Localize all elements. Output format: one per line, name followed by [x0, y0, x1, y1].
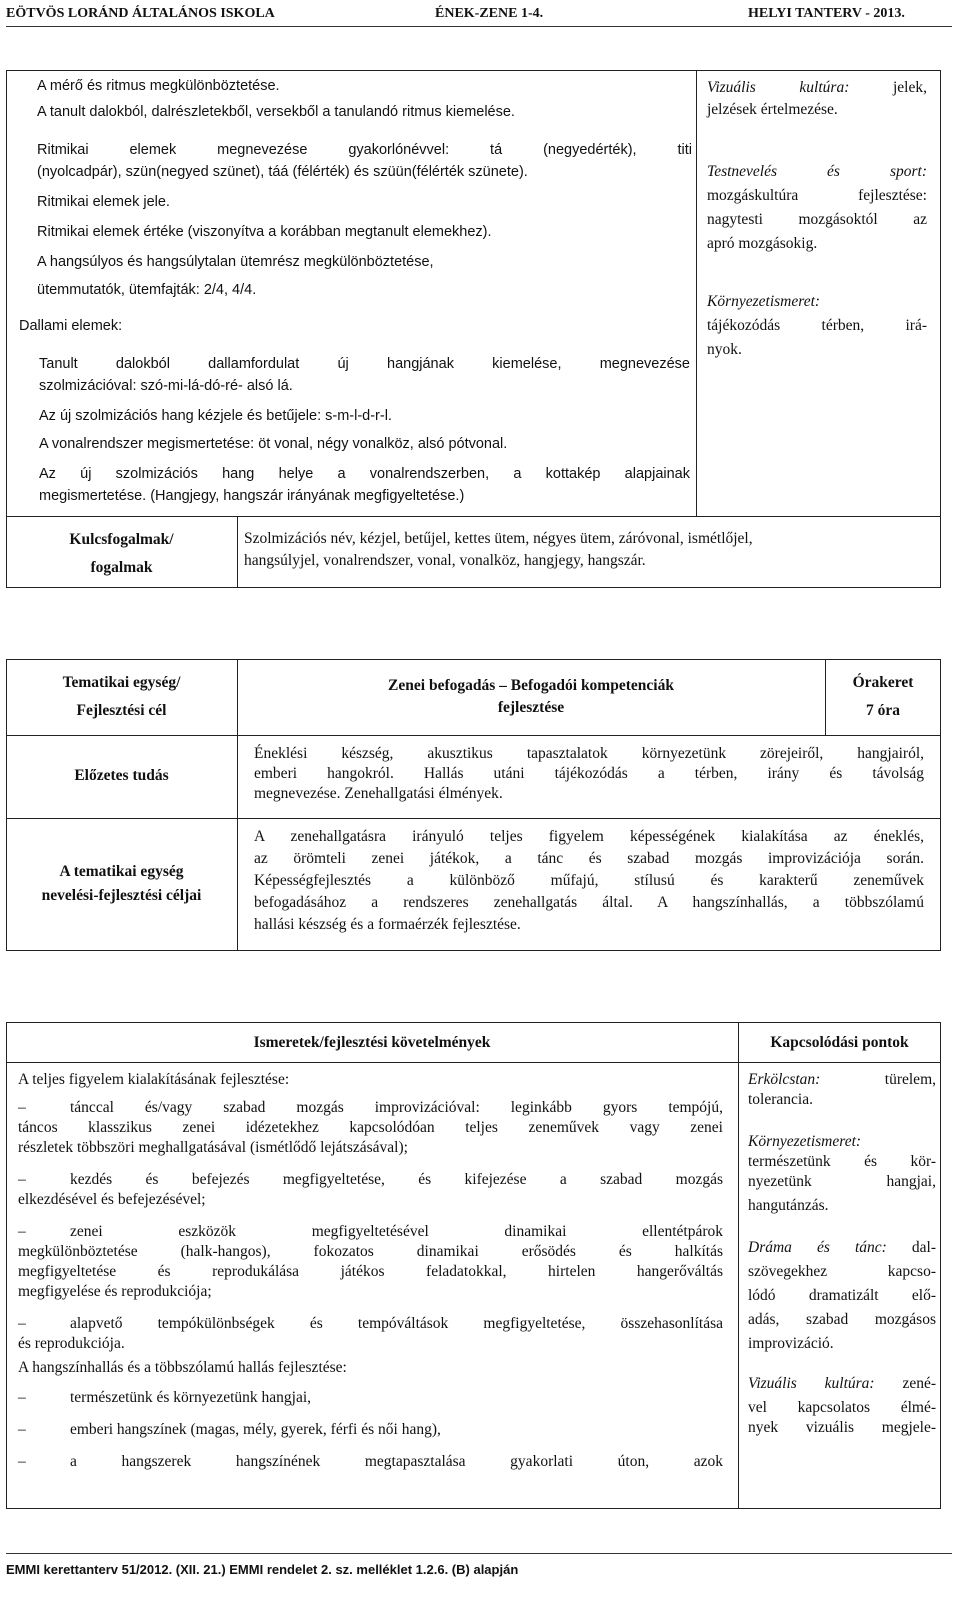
hours-box — [825, 673, 941, 721]
text-line: Ritmikai elemek jele. — [37, 194, 170, 210]
text-line: Ritmikai elemek értéke (viszonyítva a korábban megtanult elemekhez). — [37, 224, 492, 240]
hours-label: Órakeret — [852, 674, 914, 691]
text-line: megismertetése. (Hangjegy, hangszár irányának megfigyeltetése.) — [39, 488, 465, 504]
text-line: A mérő és ritmus megkülönböztetése. — [37, 78, 280, 94]
text-line: (nyolcadpár), szün(negyed szünet), táá (félérték) és szüün(félérték szünete). — [37, 164, 528, 180]
melodic-heading: Dallami elemek: — [19, 318, 123, 334]
text-line: Tanult dalokból dallamfordulat új hangjának kiemelése, megnevezése — [39, 356, 690, 372]
requirements-connections: Erkölcstan: türelem, tolerancia. Környezetismeret: természetünk és kör- nyezetünk hangjai, hangutánzás. Dráma és tánc: dal- szövegekhez kapcso- lódó dramatizált elő- adás, szabad mozgásos improvizáció. Vizuális kultúra: zené- vel kapcsolatos élmé- nyek vizuális megjele- — [748, 1071, 937, 1436]
list-item: – emberi hangszínek (magas, mély, gyerek, férfi és női hang), — [18, 1421, 441, 1438]
text-line: Ritmikai elemek megnevezése gyakorlónévvel: tá (negyedérték), titi — [37, 142, 692, 158]
list-item: – természetünk és környezetünk hangjai, — [18, 1389, 312, 1406]
school-name: EÖTVÖS LORÁND ÁLTALÁNOS ISKOLA — [6, 6, 275, 21]
key-concepts-label: Kulcsfogalmak/ fogalmak — [69, 531, 174, 576]
unit-label: Tematikai egység/ Fejlesztési cél — [62, 674, 181, 719]
header-divider — [6, 26, 952, 27]
text-line: A hangsúlyos és hangsúlytalan ütemrész megkülönböztetése, — [37, 254, 434, 270]
footer-divider — [6, 1553, 952, 1554]
connection-label: Környezetismeret: — [707, 293, 821, 310]
list-item: – zenei eszközök megfigyeltetésével dinamikai ellentétpárok — [18, 1223, 723, 1240]
connection-label: Vizuális kultúra: — [707, 79, 850, 96]
list-item: – alapvető tempókülönbségek és tempóváltások megfigyeltetése, összehasonlítása — [18, 1315, 723, 1332]
text-line: A tanult dalokból, dalrészletekből, versekből a tanulandó ritmus kiemelése. — [37, 104, 515, 120]
text-line: ütemmutatók, ütemfajták: 2/4, 4/4. — [37, 282, 257, 298]
requirements-content: A teljes figyelem kialakításának fejlesztése: – tánccal és/vagy szabad mozgás improvizációval: leginkább gyors tempójú, táncos klasszikus zenei idézetekhez kapcsolódóan teljes zeneművek vagy zenei részletek többszöri meghallgatásával (ismétlődő lejátszásával); – kezdés és befejezés megfigyeltetése, és kifejezése a szabad mozgás elkezdésével és befejezésével; – zenei eszközök megfigyeltetésével dinamikai ellentétpárok megkülönböztetése (halk-hangos), fokozatos dinamikai erősödés és halkítás megfigyeltetése és reprodukálása játékos feladatokkal, hirtelen hangerőváltás megfigyelése és reprodukciója; – alapvető tempókülönbségek és tempóváltások megfigyeltetése, összehasonlítása és reprodukciója. A hangszínhallás és a többszólamú hallás fejlesztése: – természetünk és környezetünk hangjai, – emberi hangszínek (magas, mély, gyerek, férfi és női hang), – a hangszerek hangszínének megtapasztalása gyakorlati úton, azok — [18, 1071, 723, 1470]
connections-heading: Kapcsolódási pontok — [770, 1034, 909, 1051]
prior-knowledge-label: Előzetes tudás — [74, 767, 169, 784]
connection-label: Vizuális kultúra: — [748, 1375, 875, 1392]
goals-label: A tematikai egység nevelési-fejlesztési céljai — [41, 863, 202, 904]
text-line: A vonalrendszer megismertetése: öt vonal, négy vonalköz, alsó pótvonal. — [39, 436, 508, 452]
plan-name: HELYI TANTERV - 2013. — [748, 6, 905, 21]
goals-text: A zenehallgatásra irányuló teljes figyelem képességének kialakítása az éneklés, az örömteli zenei játékok, a tánc és szabad mozgás improvizációja során. Képességfejlesztés a különböző műfajú, stílusú és karakterű zeneművek befogadásához a rendszeres zenehallgatás által. A hangszínhallás, a többszólamú hallási készség és a formaérzék fejlesztése. — [254, 828, 924, 933]
text-line: szolmizációval: szó-mi-lá-dó-ré- alsó lá. — [39, 378, 293, 394]
requirements-heading: Ismeretek/fejlesztési követelmények — [253, 1034, 491, 1051]
list-item: – kezdés és befejezés megfigyeltetése, és kifejezése a szabad mozgás — [18, 1171, 723, 1188]
connection-label: Dráma és tánc: — [748, 1239, 887, 1256]
connection-label: Testnevelés és sport: — [707, 163, 927, 180]
unit-title: Zenei befogadás – Befogadói kompetenciák fejlesztése — [388, 677, 674, 716]
connection-label: Erkölcstan: — [748, 1071, 821, 1088]
connection-label: Környezetismeret: — [748, 1133, 862, 1150]
text-line: Az új szolmizációs hang kézjele és betűjele: s-m-l-d-r-l. — [39, 408, 392, 424]
prior-knowledge-text: Éneklési készség, akusztikus tapasztalatok környezetünk zörejeiről, hangjairól, emberi hangokról. Hallás utáni tájékozódás a térben, irány és távolság megnevezése. Zenehallgatási élmények. — [254, 745, 924, 802]
hours-value: 7 óra — [865, 702, 900, 719]
key-concepts-text: Szolmizációs név, kézjel, betűjel, kettes ütem, négyes ütem, záróvonal, ismétlőjel, hangsúlyjel, vonalrendszer, vonal, vonalköz, hangjegy, hangszár. — [244, 530, 753, 569]
page-footer: EMMI kerettanterv 51/2012. (XII. 21.) EMMI rendelet 2. sz. melléklet 1.2.6. (B) alapján — [6, 1562, 519, 1577]
subject-name: ÉNEK-ZENE 1-4. — [435, 6, 544, 21]
list-item: – tánccal és/vagy szabad mozgás improvizációval: leginkább gyors tempójú, — [18, 1099, 723, 1116]
list-item: – a hangszerek hangszínének megtapasztalása gyakorlati úton, azok — [18, 1453, 723, 1470]
text-line: Az új szolmizációs hang helye a vonalrendszerben, a kottakép alapjainak — [39, 466, 690, 482]
